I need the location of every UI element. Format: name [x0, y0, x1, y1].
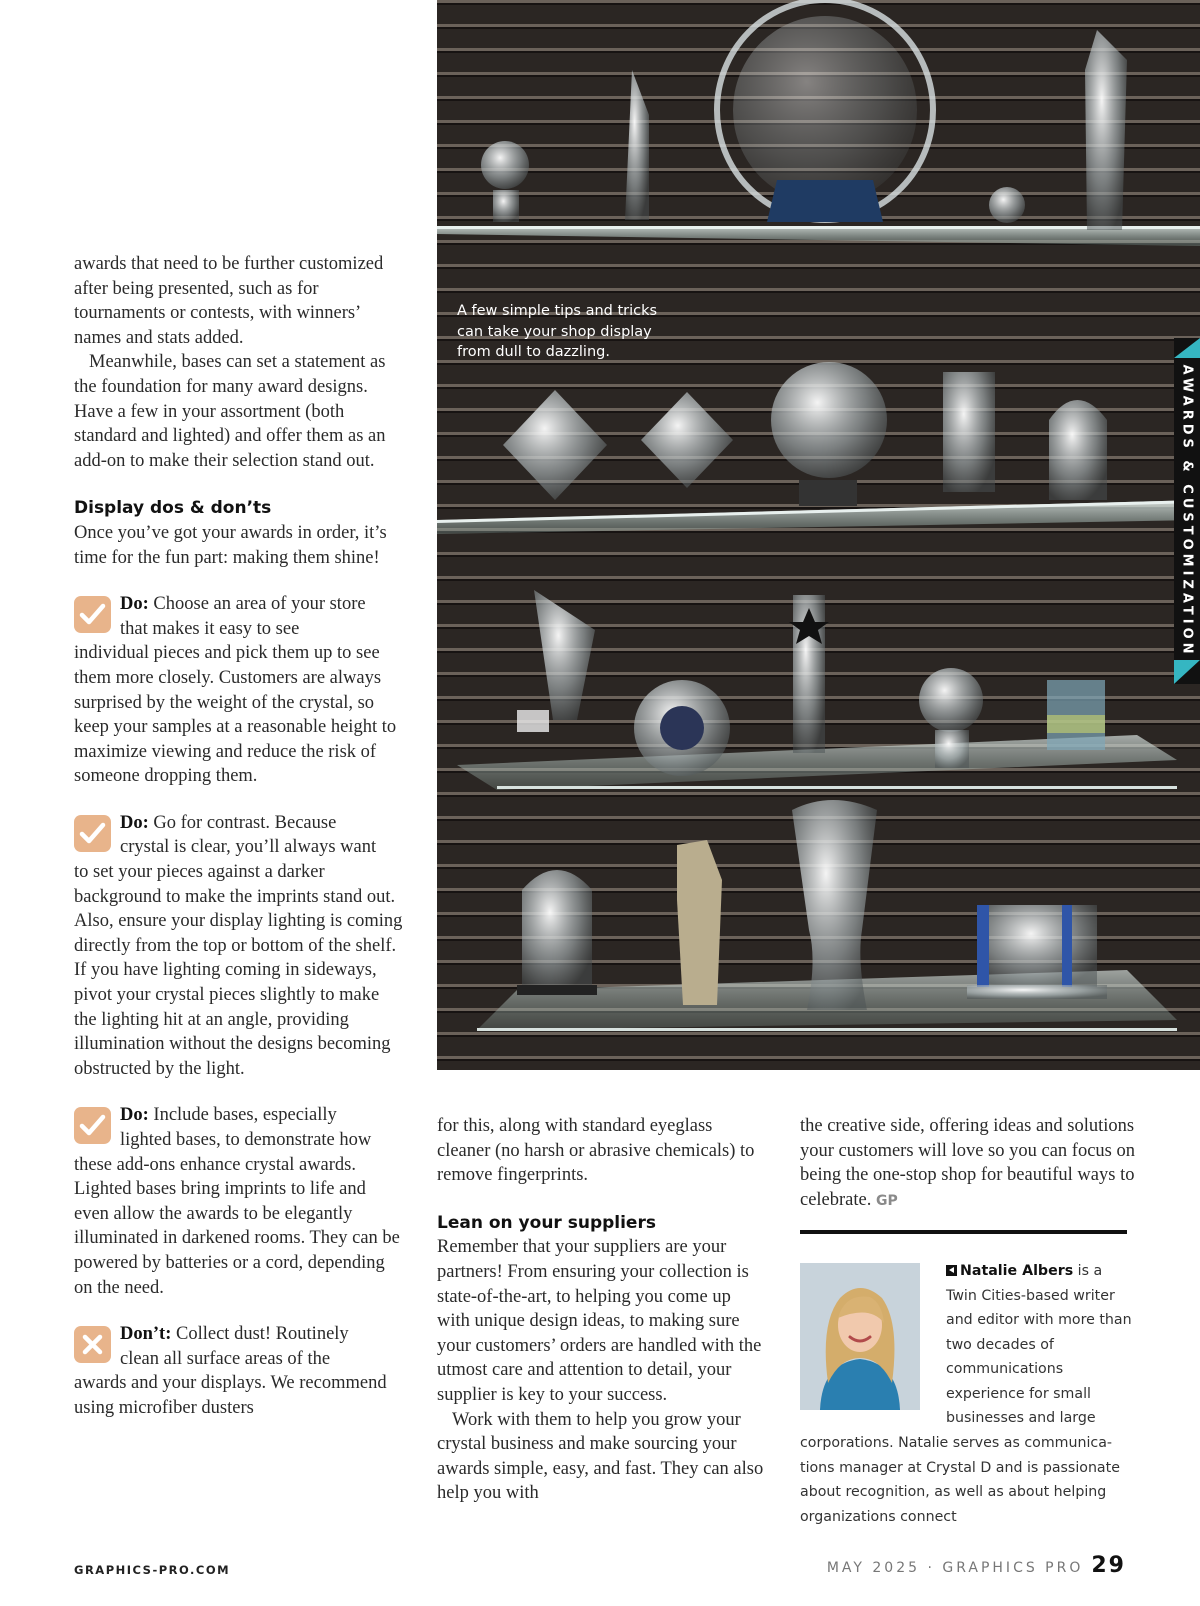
tip-line2: crystal is clear, you’ll always want	[120, 837, 377, 858]
tip-label: Do:	[120, 594, 149, 615]
closing-paragraph: the creative side, offering ideas and solutions your customers will love so you can focus on being the one-stop shop for beautiful ways to celebrate.	[800, 1116, 1135, 1210]
tip-line1: Choose an area of your store	[153, 594, 366, 615]
tip-body: individual pieces and pick them up to see them more closely. Customers are always surprised by the weight of the crystal, so keep your samples at a reasonable height to maximize viewing and reduce the risk of someone dropping them.	[74, 643, 397, 787]
tip-line1: Go for contrast. Because	[153, 812, 337, 833]
tip-body: awards and your displays. We recommend using microfiber dusters	[74, 1373, 387, 1418]
tip-bases	[74, 1103, 404, 1300]
article-column-3	[800, 1114, 1135, 1213]
bio-text-a: is a Twin Cities-based writer and editor with more than two decades of communications experience for small businesses and large	[946, 1263, 1132, 1426]
footer-issue-text: MAY 2025 · GRAPHICS PRO	[826, 1560, 1084, 1576]
article-column-1	[74, 252, 404, 1421]
footer-issue	[827, 1553, 1126, 1578]
photo-caption: A few simple tips and tricks can take your shop display from dull to dazzling.	[457, 303, 658, 360]
tip-line1: Include bases, especially	[153, 1105, 337, 1126]
display-intro-paragraph: Once you’ve got your awards in order, it’s time for the fun part: making them shine!	[74, 522, 387, 568]
display-heading: Display dos & don’ts	[74, 498, 272, 519]
section-tab	[1174, 338, 1200, 684]
suppliers-heading: Lean on your suppliers	[437, 1212, 656, 1233]
end-mark: GP	[876, 1192, 898, 1209]
section-tab-label: AWARDS & CUSTOMIZATION	[1179, 364, 1195, 658]
tip-dust	[74, 1322, 404, 1420]
author-bio-top	[946, 1259, 1136, 1431]
bases-paragraph: Meanwhile, bases can set a statement as the foundation for many award designs. Have a few in your assortment (both standard and lighted) and offer them as an add-on to make their selection stand out.	[74, 352, 386, 471]
suppliers-paragraph-2: Work with them to help you grow your crystal business and make sourcing your awards simple, easy, and fast. They can also help you with	[437, 1409, 764, 1504]
author-bio-bottom: corporations. Natalie serves as communica-tions manager at Crystal D and is passionate about recognition, as well as about helping organizations connect	[800, 1435, 1120, 1525]
tip-contrast	[74, 811, 404, 1082]
tip-line2: that makes it easy to see	[120, 618, 300, 639]
page-number: 29	[1091, 1553, 1126, 1578]
tip-line1: Collect dust! Routinely	[176, 1324, 349, 1345]
tip-body: to set your pieces against a darker background to make the imprints stand out. Also, ensure your display lighting is coming directly from the top or bottom of the shelf. If you have lighting coming in sideways, pivot your crystal pieces slightly to make the lighting hit at an angle, providing illumination without the designs becoming obstructed by the light.	[74, 862, 403, 1079]
bio-divider	[800, 1230, 1127, 1234]
tip-line2: lighted bases, to demonstrate how	[120, 1130, 372, 1150]
tab-accent-bottom	[1174, 660, 1200, 684]
check-icon	[74, 1107, 111, 1144]
x-icon	[74, 1326, 111, 1363]
tip-label: Do:	[120, 1105, 149, 1126]
display-photo	[437, 0, 1200, 1070]
article-column-2	[437, 1114, 767, 1506]
intro-paragraph: awards that need to be further customized after being presented, such as for tournaments or contests, with winners’ names and stats added.	[74, 254, 384, 348]
suppliers-paragraph-1: Remember that your suppliers are your partners! From ensuring your collection is state-of-the-art, to helping you come up with unique design ideas, to making sure your customers’ orders are handled with the utmost care and attention to detail, your supplier is key to your success.	[437, 1237, 762, 1405]
tip-body: these add-ons enhance crystal awards. Lighted bases bring imprints to life and even allow the awards to be elegantly illuminated in darkened rooms. They can be powered by batteries or a cord, depending on the need.	[74, 1154, 400, 1298]
tip-line2: clean all surface areas of the	[120, 1348, 331, 1369]
footer-website: GRAPHICS-PRO.COM	[74, 1563, 231, 1577]
slatwall-shelves-illustration	[437, 0, 1200, 1070]
bio-arrow-icon	[946, 1265, 957, 1276]
tip-label: Don’t:	[120, 1324, 172, 1345]
check-icon	[74, 815, 111, 852]
author-portrait	[800, 1263, 920, 1410]
tip-label: Do:	[120, 812, 149, 833]
continued-paragraph: for this, along with standard eyeglass cleaner (no harsh or abrasive chemicals) to remove fingerprints.	[437, 1116, 755, 1186]
tab-accent-top	[1174, 338, 1200, 358]
check-icon	[74, 596, 111, 633]
tip-choose-area	[74, 592, 404, 789]
author-name: Natalie Albers	[960, 1263, 1074, 1279]
